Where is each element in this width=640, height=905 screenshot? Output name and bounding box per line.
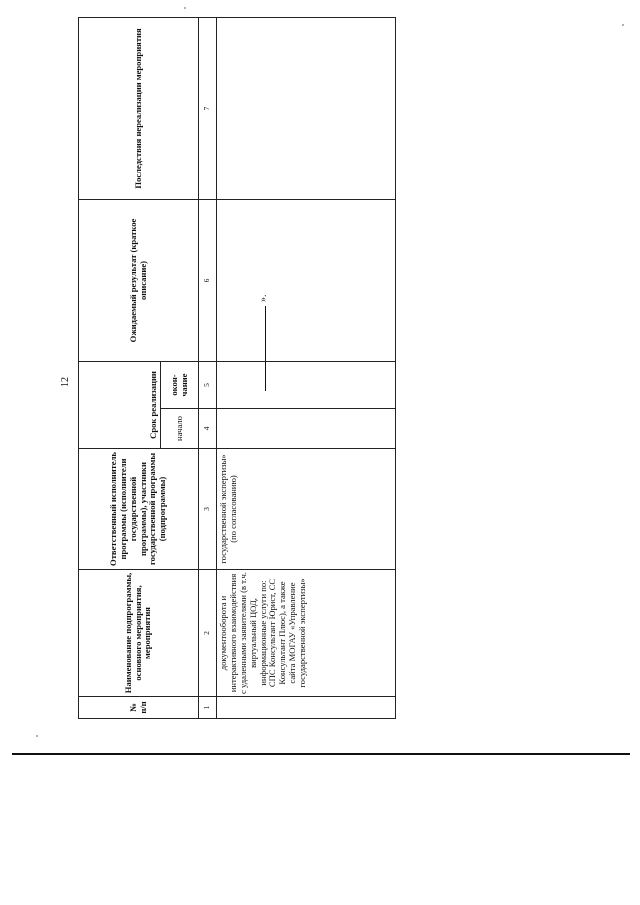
- page-divider-rule: [12, 753, 630, 755]
- row-consequences-cell: [217, 17, 396, 199]
- column-number-1: 1: [199, 697, 217, 719]
- row-term-start-cell: [217, 409, 396, 449]
- scan-speck: [622, 24, 624, 26]
- header-term: Срок реализации: [79, 361, 161, 448]
- row-name-cell: документооборота и интерактивного взаимодействия с удаленными заявителями (в т.ч. виртуальный ЦОД, информационные услуги по: СПС Консультант Юрист, СС Консультант Плюс), а также сайта МОГАУ «Управление государственной экспертизы»: [217, 570, 396, 697]
- column-number-4: 4: [199, 409, 217, 449]
- row-term-end-cell: [217, 361, 396, 408]
- header-consequences: Последствия нереализации мероприятия: [79, 17, 199, 199]
- column-number-6: 6: [199, 199, 217, 361]
- header-result: Ожидаемый результат (краткое описание): [79, 199, 199, 361]
- row-result-cell: [217, 199, 396, 361]
- row-executor-cell: государственной экспертизы» (по согласованию): [217, 449, 396, 570]
- column-number-3: 3: [199, 449, 217, 570]
- column-number-2: 2: [199, 570, 217, 697]
- column-number-7: 7: [199, 17, 217, 199]
- rotated-page-content: [60, 18, 380, 719]
- closing-quote: ».: [258, 294, 269, 302]
- header-name: Наименование подпрограммы, основного мероприятия, мероприятия: [79, 570, 199, 697]
- scan-speck: [36, 735, 38, 737]
- header-term-start: начало: [161, 409, 199, 449]
- header-number: № п/п: [79, 697, 199, 719]
- program-activities-table: [78, 17, 396, 719]
- row-number-cell: [217, 697, 396, 719]
- page-number: 12: [60, 377, 71, 387]
- column-number-5: 5: [199, 361, 217, 408]
- scan-speck: [184, 7, 186, 9]
- header-term-end: окон-чание: [161, 361, 199, 408]
- header-executor: Ответственный исполнитель программы (исполнители государственной программы), участники государственной программы (подпрограммы): [79, 449, 199, 570]
